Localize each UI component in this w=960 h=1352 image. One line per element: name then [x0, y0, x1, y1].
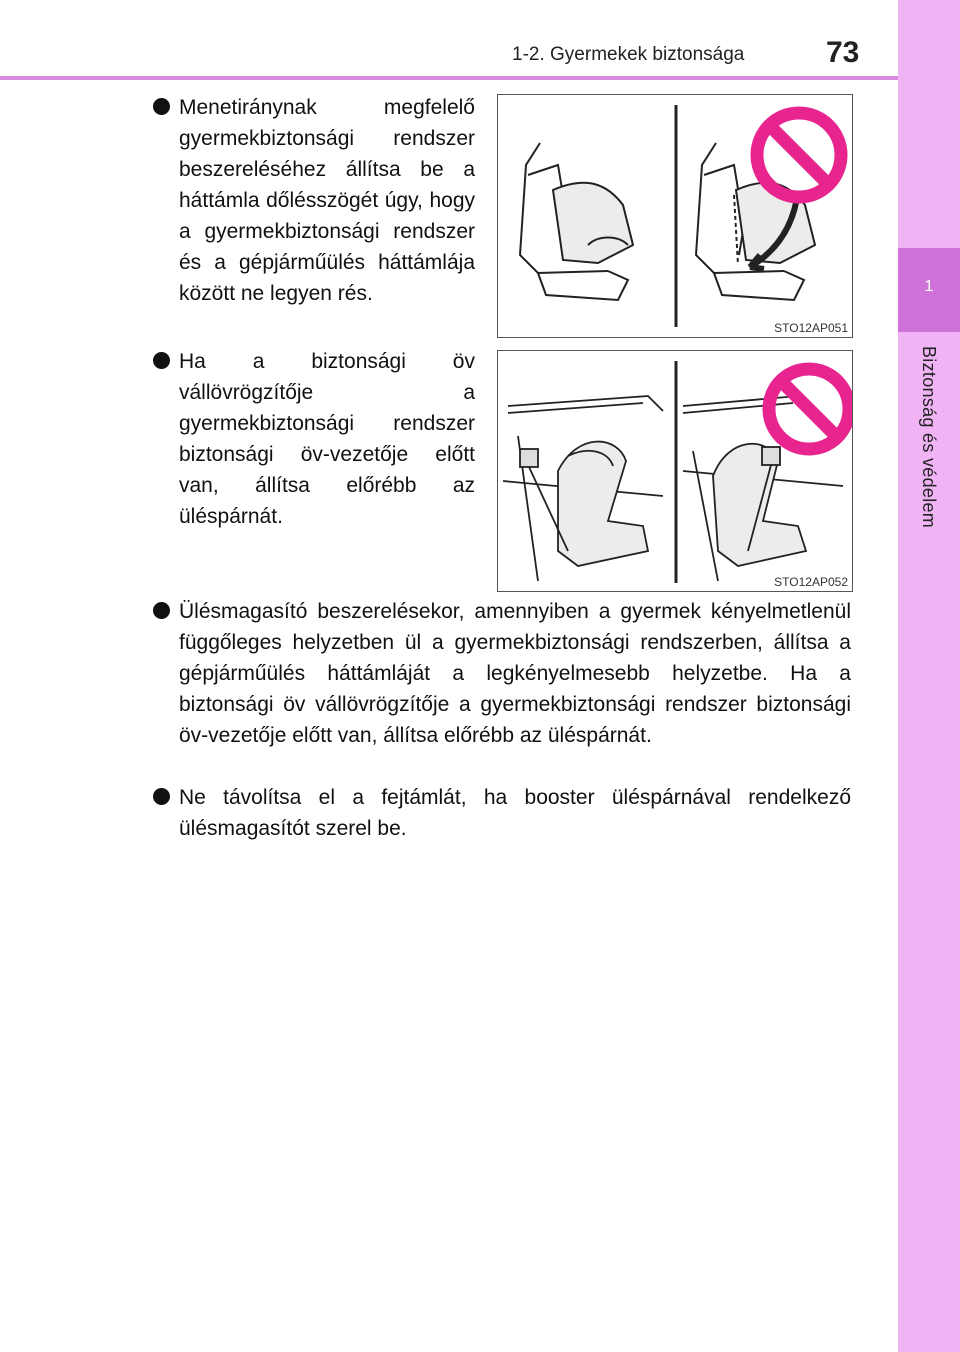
header-rule — [0, 76, 898, 80]
bullet-item — [153, 92, 475, 309]
bullet-dot-icon — [153, 602, 170, 619]
bullet-item — [153, 782, 851, 844]
bullet-dot-icon — [153, 788, 170, 805]
prohibition-icon — [757, 113, 841, 197]
figure-seat-recline — [497, 94, 853, 338]
bullet-item — [153, 346, 475, 532]
bullet-text: Ülésmagasító beszerelésekor, amennyiben a gyermek kényelmetlenül függőleges helyzetben ül a gyermekbiztonsági rendszerben, állítsa a gépjárműülés háttámláját a legkényelmesebb helyzetbe. Ha a biztonsági öv vállövrögzítője a gyermekbiztonsági rendszer biztonsági öv-vezetője előtt van, állítsa előrébb az üléspárnát. — [179, 600, 851, 747]
bullet-item — [153, 596, 851, 751]
chapter-number: 1 — [924, 278, 934, 295]
bullet-text: Ne távolítsa el a fejtámlát, ha booster üléspárnával rendelkező ülésmagasítót szerel be. — [179, 786, 851, 840]
bullet-dot-icon — [153, 352, 170, 369]
running-header-section: 1-2. Gyermekek biztonsága — [512, 44, 745, 65]
prohibition-icon — [769, 369, 849, 449]
side-tab — [898, 0, 960, 1352]
bullet-text: Menetiránynak megfelelő gyermekbiztonsági rendszer beszereléséhez állítsa be a háttámla dőlésszögét úgy, hogy a gyermekbiztonsági rendszer és a gépjárműülés háttámlája között ne legyen rés. — [179, 96, 475, 305]
bullet-text: Ha a biztonsági öv vállövrögzítője a gyermekbiztonsági rendszer biztonsági öv-vezetője előtt van, állítsa előrébb az üléspárnát. — [179, 350, 475, 528]
figure-code: STO12AP051 — [774, 321, 848, 335]
figure-shoulder-anchor — [497, 350, 853, 592]
page-number: 73 — [826, 36, 860, 69]
bullet-dot-icon — [153, 98, 170, 115]
figure-code: STO12AP052 — [774, 575, 848, 589]
chapter-title: Biztonság és védelem — [919, 346, 939, 529]
